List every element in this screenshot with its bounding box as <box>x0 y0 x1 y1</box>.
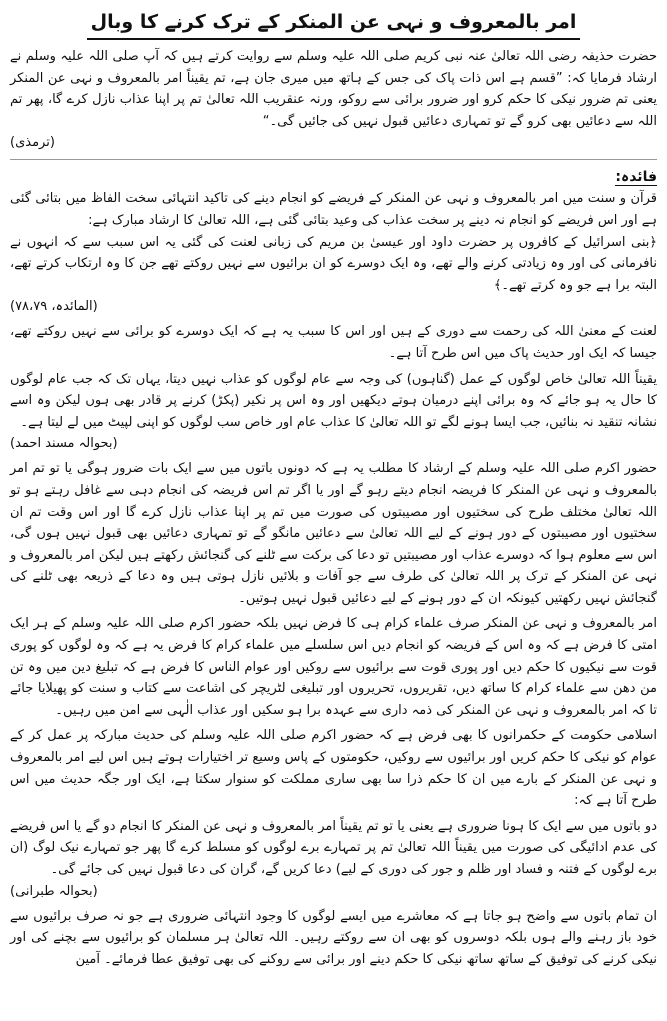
paragraph-hadith-2: یقیناً اللہ تعالیٰ خاص لوگوں کے عمل (گناہوں) کی وجہ سے عام لوگوں کو عذاب نہیں دیتا، یہاں تک کہ جب عام لوگوں کا حال یہ ہو جائے کہ وہ برائی اپنے درمیان ہوتے دیکھیں اور وہ اس پر نکیر (پکڑ) کرنے پر قادر بھی ہوں لیکن وہ اسے نشانہ تنقید نہ بنائیں، جب ایسا ہونے لگے تو اللہ تعالیٰ کا عذاب عام اور خاص سب لوگوں کو اپنی لپیٹ میں لے لیتا ہے۔ <box>10 371 657 430</box>
quran-verse: ﴿بنی اسرائیل کے کافروں پر حضرت داود اور عیسیٰ بن مریم کی زبانی لعنت کی گئی یہ اس سبب سے کہ انہوں نے نافرمانی کی اور وہ زیادتی کرنے والے تھے، وہ ایک دوسرے کو ان برائیوں سے نہیں روکتے تھے جن کا وہ ارتکاب کرتے تھے، البتہ برا ہے جو وہ کرتے تھے۔﴾ <box>10 234 657 293</box>
paragraph-hadith-3: دو باتوں میں سے ایک کا ہونا ضروری ہے یعنی یا تو تم یقیناً امر بالمعروف و نہی عن المنکر کا انجام دو گے یا اس فریضے کی عدم ادائیگی کی صورت میں یقیناً اللہ تعالیٰ تم پر تمہارے برے لوگوں کو مسلط کرے گا پھر جو تمہارے نیک لوگ (ان برے لوگوں کے فتنہ و فساد اور ظلم و جور کی دوری کے لیے) دعا کریں گے، گران کی دعا قبول نہیں کی جائے گی۔ <box>10 818 657 877</box>
paragraph-intro: قرآن و سنت میں امر بالمعروف و نہی عن المنکر کے فریضے کو انجام دینے کی تاکید انتہائی سخت الفاظ میں بتائی گئی ہے اور اس فریضے کو انجام نہ دینے پر سخت عذاب کی وعید بتائی گئی ہے، اللہ تعالیٰ کا ارشاد مبارک ہے: <box>10 191 657 228</box>
fayda-heading-text: فائدہ: <box>615 169 657 186</box>
section-divider <box>10 159 657 160</box>
paragraph-rulers: اسلامی حکومت کے حکمرانوں کا بھی فرض ہے کہ حضور اکرم صلی اللہ علیہ وسلم کی حدیث مبارکہ پر عمل کر کے عوام کو نیکی کا حکم کریں اور برائیوں سے روکیں، حکومتوں کے پاس وسیع تر اختیارات ہوتے ہیں اس لیے امر بالمعروف و نہی عن المنکر کے بارے میں ان کا حکم ذرا سا بھی ساری مملکت کو سنوار سکتا ہے، ایک اور جگہ حدیث میں اس طرح آتا ہے کہ: <box>10 728 657 809</box>
page-title-text: امر بالمعروف و نہی عن المنکر کے ترک کرنے کا وبال <box>87 8 581 40</box>
paragraph-curse-meaning: لعنت کے معنیٰ اللہ کی رحمت سے دوری کے ہیں اور اس کا سبب یہ ہے کہ ایک دوسرے کو برائی سے نہیں روکتے تھے، جیسا کہ ایک اور حدیث پاک میں اس طرح آتا ہے۔ <box>10 324 657 361</box>
hadith-2-source: (بحوالہ مسند احمد) <box>10 436 118 452</box>
page-title <box>10 8 657 40</box>
verse-reference: (المائدہ، ۷۸،۷۹) <box>10 299 98 315</box>
paragraph-duty: امر بالمعروف و نہی عن المنکر صرف علماء کرام ہی کا فرض نہیں بلکہ حضور اکرم صلی اللہ علیہ وسلم کے ہر ایک امتی کا فرض ہے کہ وہ اس کے فریضہ کو انجام دیں اس سلسلے میں علماء کرام کا فرض یہ ہے کہ وہ لوگوں کو پوری قوت سے نیکیوں کا حکم دیں اور پوری قوت سے برائیوں سے روکیں اور عوام الناس کا فرض ہے کہ تبلیغ دین میں وہ تن من دھن سے علماء کرام کا ساتھ دیں، تقریروں، تحریروں اور تبلیغی لٹریچر کی اشاعت سے کتاب و سنت کو پھیلایا جائے تا کہ امر بالمعروف و نہی عن المنکر کی ذمہ داری سے عہدہ برا ہو سکیں اور عذاب الٰہی سے امن میں رہیں۔ <box>10 616 657 718</box>
hadith-3-source: (بحوالہ طبرانی) <box>10 883 98 899</box>
paragraph-conclusion: ان تمام باتوں سے واضح ہو جاتا ہے کہ معاشرے میں ایسے لوگوں کا وجود انتہائی ضروری ہے جو نہ صرف برائیوں سے خود باز رہنے والے ہوں بلکہ دوسروں کو بھی ان سے روکتے رہیں۔ اللہ تعالیٰ ہر مسلمان کو برائیوں سے بچنے کی اور نیکی کرنے کی توفیق کے ساتھ ساتھ نیکی کا حکم دینے اور برائی سے روکنے کی بھی توفیق عطا فرمائے۔ آمین <box>10 908 657 967</box>
hadith-source: (ترمذی) <box>10 135 55 151</box>
hadith-text: حضرت حذیفہ رضی اللہ تعالیٰ عنہ نبی کریم صلی اللہ علیہ وسلم سے روایت کرتے ہیں کہ آپ صلی اللہ علیہ وسلم نے ارشاد فرمایا کہ: ”قسم ہے اس ذات پاک کی جس کے ہاتھ میں میری جان ہے، تم یقیناً امر بالمعروف و نہی عن المنکر یعنی تم ضرور نیکی کا حکم کرو اور ضرور برائی سے روکو، ورنہ عنقریب اللہ تعالیٰ تم پر اپنا عذاب نازل کرے گا، پھر تم اللہ سے دعائیں بھی کرو گے تو تمہاری دعائیں قبول نہیں کی جائیں گی۔“ <box>10 49 657 129</box>
fayda-heading <box>10 166 657 188</box>
paragraph-explanation: حضور اکرم صلی اللہ علیہ وسلم کے ارشاد کا مطلب یہ ہے کہ دونوں باتوں میں سے ایک بات ضرور ہوگی یا تو تم امر بالمعروف و نہی عن المنکر کا فریضہ انجام دیتے رہو گے اور یا اگر تم اس فریضہ کی انجام دہی سے غافل رہتے ہو تو اللہ تعالیٰ مختلف طرح کی سختیوں اور مصیبتوں کی صورت میں تم پر اپنا عذاب نازل کرے گا اور اس وقت تم ان سختیوں اور مصیبتوں کے دور ہونے کے لیے اللہ تعالیٰ سے دعائیں مانگو گے تو تمہاری دعائیں بھی قبول نہیں ہوں گی، اس سے معلوم ہوا کہ دوسرے عذاب اور مصیبتیں تو دعا کی برکت سے ٹلنے کی گنجائش رکھتے ہیں لیکن امر بالمعروف و نہی عن المنکر کے ترک پر اللہ تعالیٰ کی طرف سے جو آفات و بلائیں نازل ہوتی ہیں وہ دعا کے ذریعہ بھی ٹلنے کی گنجائش نہیں رکھتیں کیونکہ ان کے دور ہونے کے لیے دعائیں قبول نہیں ہوتیں۔ <box>10 461 657 606</box>
